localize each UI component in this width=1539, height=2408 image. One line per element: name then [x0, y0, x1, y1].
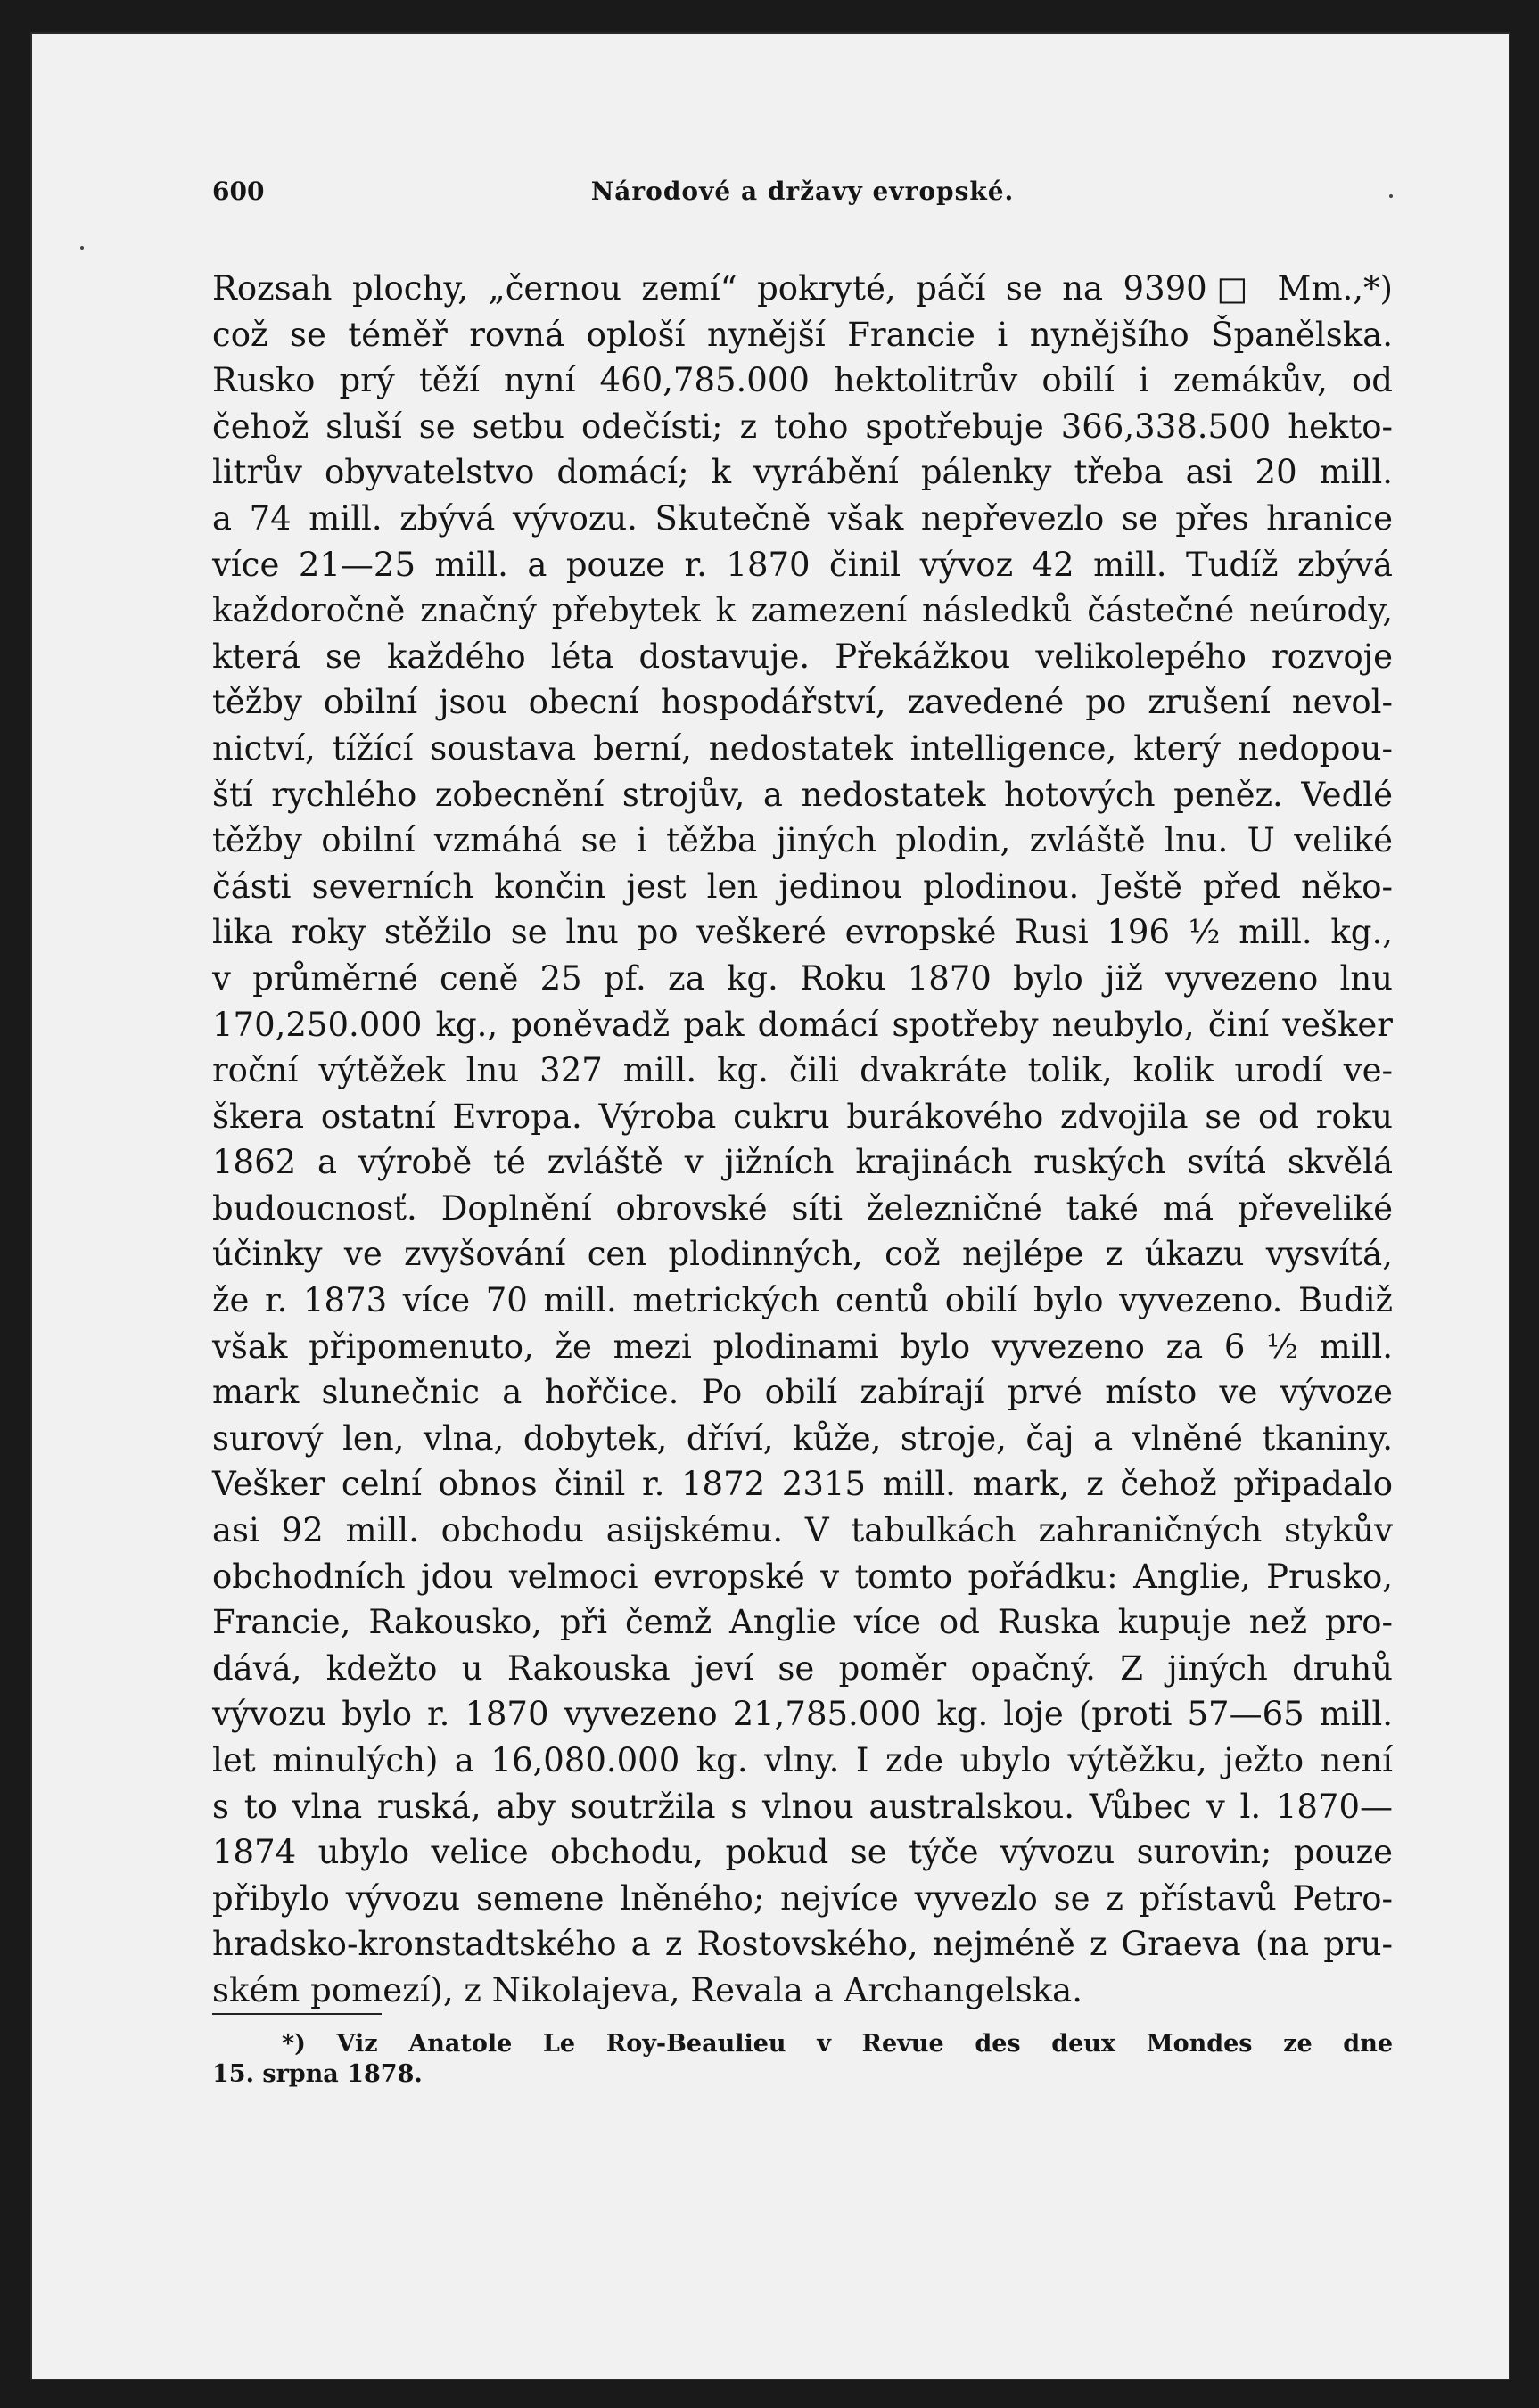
text-line: těžby obilní jsou obecní hospodářství, zavedené po zrušení nevol-	[212, 683, 1393, 722]
text-line: dává, kdežto u Rakouska jeví se poměr opačný. Z jiných druhů	[212, 1648, 1393, 1688]
text-line: s to vlna ruská, aby soutržila s vlnou australskou. Vůbec v l. 1870—	[212, 1787, 1393, 1826]
text-line: a 74 mill. zbývá vývozu. Skutečně však nepřevezlo se přes hranice	[212, 498, 1393, 538]
text-line: části severních končin jest len jedinou plodinou. Ještě před něko-	[212, 867, 1393, 906]
text-line: že r. 1873 více 70 mill. metrických centů obilí bylo vyvezeno. Budiž	[212, 1281, 1393, 1320]
footnote-line: 15. srpna 1878.	[212, 2060, 423, 2088]
text-line: 170,250.000 kg., poněvadž pak domácí spotřeby neubylo, činí vešker	[212, 1005, 1393, 1044]
text-line: budoucnosť. Doplnění obrovské síti železničné také má převeliké	[212, 1188, 1393, 1228]
text-line: více 21—25 mill. a pouze r. 1870 činil vývoz 42 mill. Tudíž zbývá	[212, 545, 1393, 584]
text-line: ští rychlého zobecnění strojův, a nedostatek hotových peněz. Vedlé	[212, 775, 1393, 814]
speck	[80, 246, 84, 250]
footnote-rule	[212, 2013, 382, 2015]
page-number: 600	[212, 177, 265, 206]
text-line: vývozu bylo r. 1870 vyvezeno 21,785.000 kg. loje (proti 57—65 mill.	[212, 1695, 1393, 1734]
text-line: což se téměř rovná oploší nynější Francie i nynějšího Španělska.	[212, 315, 1393, 354]
text-line: let minulých) a 16,080.000 kg. vlny. I zde ubylo výtěžku, ježto není	[212, 1741, 1393, 1779]
text-line: těžby obilní vzmáhá se i těžba jiných plodin, zvláště lnu. U veliké	[212, 821, 1393, 860]
text-line: účinky ve zvyšování cen plodinných, což nejlépe z úkazu vysvítá,	[212, 1235, 1393, 1274]
text-line: litrův obyvatelstvo domácí; k vyrábění pálenky třeba asi 20 mill.	[212, 453, 1393, 492]
text-line: škera ostatní Evropa. Výroba cukru burákového zdvojila se od roku	[212, 1097, 1393, 1136]
text-line: surový len, vlna, dobytek, dříví, kůže, stroje, čaj a vlněné tkaniny.	[212, 1418, 1393, 1458]
text-line: přibylo vývozu semene lněného; nejvíce vyvezlo se z přístavů Petro-	[212, 1878, 1393, 1918]
text-line: 1874 ubylo velice obchodu, pokud se týče vývozu surovin; pouze	[212, 1833, 1393, 1872]
text-line: Rusko prý těží nyní 460,785.000 hektolitrův obilí i zemákův, od	[212, 361, 1393, 400]
text-line: Vešker celní obnos činil r. 1872 2315 mill. mark, z čehož připadalo	[212, 1465, 1393, 1504]
text-line: lika roky stěžilo se lnu po veškeré evropské Rusi 196 ½ mill. kg.,	[212, 913, 1393, 952]
text-line: každoročně značný přebytek k zamezení následků částečné neúrody,	[212, 591, 1393, 630]
running-title: Národové a državy evropské.	[590, 177, 1015, 206]
text-line: v průměrné ceně 25 pf. za kg. Roku 1870 bylo již vyvezeno lnu	[212, 958, 1393, 998]
text-line: hradsko-kronstadtského a z Rostovského, nejméně z Graeva (na pru-	[212, 1925, 1393, 1964]
text-line: asi 92 mill. obchodu asijskému. V tabulkách zahraničných stykův	[212, 1511, 1393, 1550]
text-line: roční výtěžek lnu 327 mill. kg. čili dvakráte tolik, kolik urodí ve-	[212, 1051, 1393, 1090]
footnote-line: *) Viz Anatole Le Roy-Beaulieu v Revue des deux Mondes ze dne	[282, 2030, 1393, 2058]
text-line: mark slunečnic a hořčice. Po obilí zabírají prvé místo ve vývoze	[212, 1373, 1393, 1412]
footnote	[212, 2029, 1393, 2090]
text-line: nictví, tížící soustava berní, nedostatek intelligence, který nedopou-	[212, 728, 1393, 768]
text-line: Rozsah plochy, „černou zemí“ pokryté, páčí se na 9390□ Mm.,*)	[212, 269, 1393, 308]
text-line: která se každého léta dostavuje. Překážkou velikolepého rozvoje	[212, 637, 1393, 676]
text-line: ském pomezí), z Nikolajeva, Revala a Archangelska.	[212, 1970, 1082, 2009]
text-line: však připomenuto, že mezi plodinami bylo vyvezeno za 6 ½ mill.	[212, 1327, 1393, 1366]
text-line: obchodních jdou velmoci evropské v tomto pořádku: Anglie, Prusko,	[212, 1557, 1393, 1596]
text-line: Francie, Rakousko, při čemž Anglie více od Ruska kupuje než pro-	[212, 1603, 1393, 1642]
text-line: 1862 a výrobě té zvláště v jižních krajinách ruských svítá skvělá	[212, 1143, 1393, 1182]
running-header	[212, 177, 1393, 212]
body-text	[212, 266, 1393, 2014]
text-line: čehož sluší se setbu odečísti; z toho spotřebuje 366,338.500 hekto-	[212, 407, 1393, 446]
